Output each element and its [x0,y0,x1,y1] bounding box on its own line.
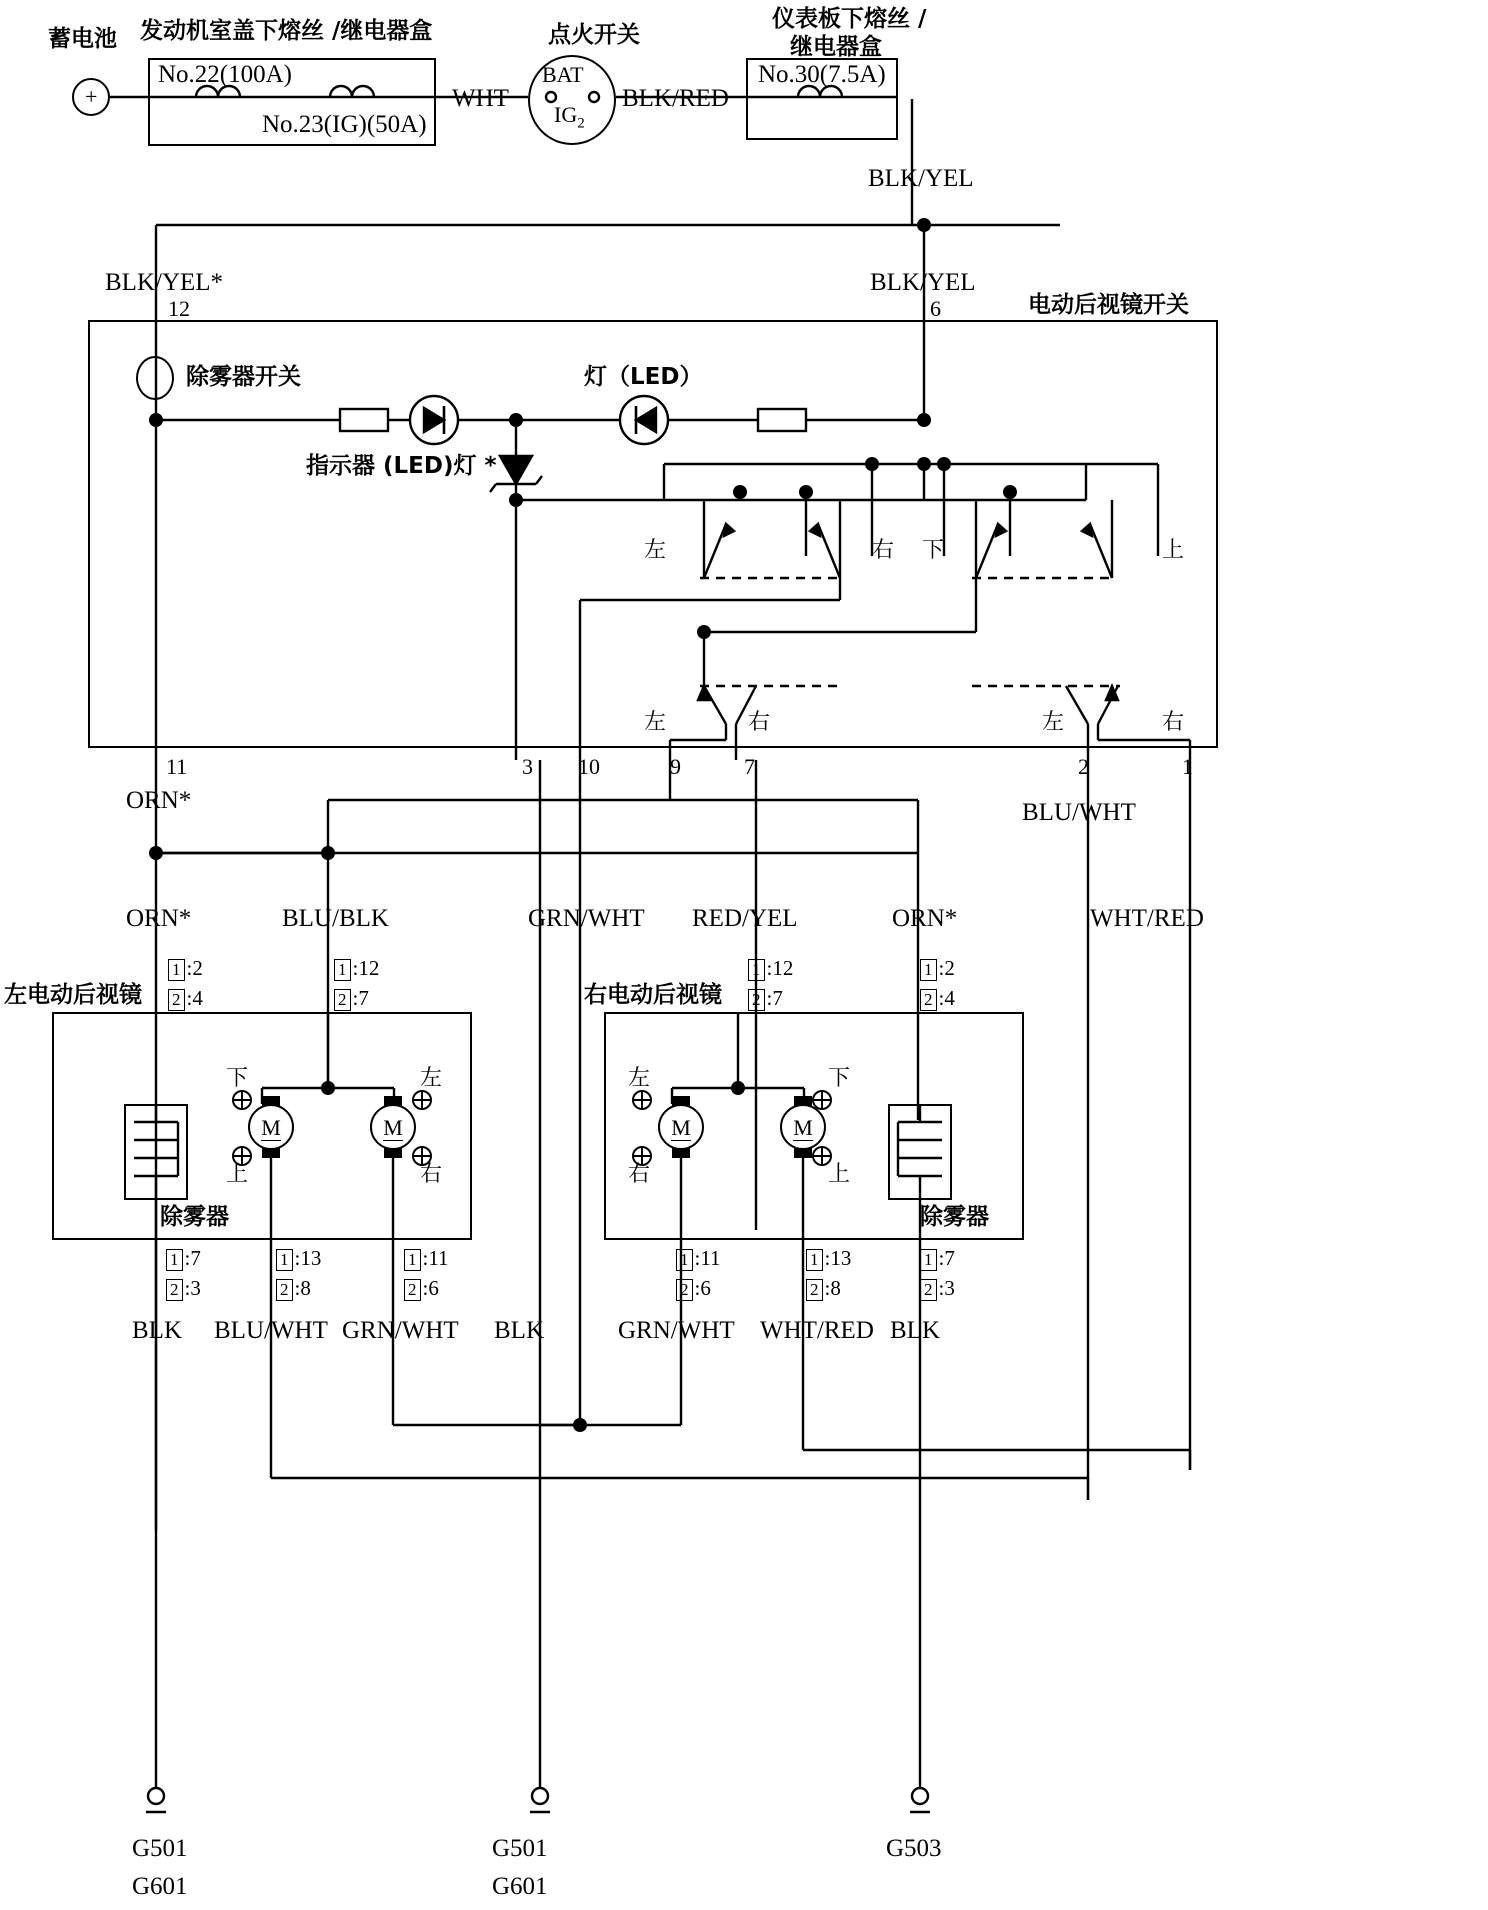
connector-num-l2b: 2 :7 [334,986,369,1011]
bottom-wire-label-1: BLK [132,1317,182,1344]
bat-label: BAT [542,62,584,87]
connector-num-bl1: 1 :7 [166,1246,201,1271]
wire-label-blu-wht-mid: BLU/WHT [1022,799,1136,826]
ground-label-1b: G601 [132,1873,188,1900]
wire-label-blk-yel-right: BLK/YEL [870,269,976,296]
pin-1: 1 [1182,754,1193,779]
left-defogger-label: 除雾器 [160,1204,229,1230]
sw-label-left-1: 左 [644,538,667,563]
ig2-label: $IG_2$ [554,102,585,132]
underdash-box-label-1: 仪表板下熔丝 / [772,6,927,32]
ground-label-3a: G503 [886,1835,942,1862]
ground-label-1a: G501 [132,1835,188,1862]
pin-12: 12 [168,296,190,321]
sw-label-left-3: 左 [1042,710,1065,735]
connector-num-bl2b: 2 :8 [276,1276,311,1301]
underdash-box-label-2: 继电器盒 [790,34,882,60]
connector-num-bl3: 1 :11 [404,1246,449,1271]
wire-label-red-yel: RED/YEL [692,905,798,932]
connector-num-r2: 1 :2 [920,956,955,981]
connector-num-br3: 1 :7 [920,1246,955,1271]
left-mirror-motor-2: M [370,1104,416,1150]
battery-label: 蓄电池 [48,26,117,52]
connector-num-br1b: 2 :6 [676,1276,711,1301]
underhood-box-label: 发动机室盖下熔丝 /继电器盒 [140,18,433,44]
power-mirror-switch-label: 电动后视镜开关 [1028,292,1189,318]
wire-label-blk-red: BLK/RED [622,85,729,112]
defogger-switch-label: 除雾器开关 [186,364,301,390]
connector-num-bl2: 1 :13 [276,1246,321,1271]
ground-label-2b: G601 [492,1873,548,1900]
connector-num-br1: 1 :11 [676,1246,721,1271]
right-mirror-motor-2: M [780,1104,826,1150]
pin-10: 10 [578,754,600,779]
pin-7: 7 [744,754,755,779]
connector-num-r2b: 2 :4 [920,986,955,1011]
right-motor1-right: 右 [628,1162,651,1187]
connector-num-bl3b: 2 :6 [404,1276,439,1301]
bottom-wire-label-4: BLK [494,1317,544,1344]
ground-label-2a: G501 [492,1835,548,1862]
pin-3: 3 [522,754,533,779]
sw-label-down-1: 下 [922,538,945,563]
left-motor1-down: 下 [226,1066,249,1091]
connector-num-br2: 1 :13 [806,1246,851,1271]
wire-label-orn-3: ORN* [892,905,958,932]
pin-6: 6 [930,296,941,321]
left-motor1-up: 上 [226,1162,249,1187]
left-motor2-left: 左 [420,1066,443,1091]
connector-num-r1: 1 :12 [748,956,793,981]
fuse30-label: No.30(7.5A) [758,61,886,88]
bottom-wire-label-7: BLK [890,1317,940,1344]
wire-label-grn-wht-mid: GRN/WHT [528,905,645,932]
fuse23-label: No.23(IG)(50A) [262,111,427,138]
pin-11: 11 [166,754,188,779]
left-motor2-right: 右 [420,1162,443,1187]
pin-2: 2 [1078,754,1089,779]
connector-num-l1b: 2 :4 [168,986,203,1011]
connector-num-l1: 1 :2 [168,956,203,981]
wire-label-wht-red-mid: WHT/RED [1090,905,1204,932]
pin-9: 9 [670,754,681,779]
sw-label-right-3: 右 [1162,710,1185,735]
right-mirror-motor-1: M [658,1104,704,1150]
right-motor2-up: 上 [828,1162,851,1187]
bottom-wire-label-5: GRN/WHT [618,1317,735,1344]
bottom-wire-label-3: GRN/WHT [342,1317,459,1344]
right-mirror-label: 右电动后视镜 [584,982,722,1008]
right-defogger-label: 除雾器 [920,1204,989,1230]
bottom-wire-label-2: BLU/WHT [214,1317,328,1344]
wire-label-orn-1: ORN* [126,787,192,814]
battery-plus-label: + [85,84,98,109]
right-motor2-down: 下 [828,1066,851,1091]
connector-num-br2b: 2 :8 [806,1276,841,1301]
connector-num-bl1b: 2 :3 [166,1276,201,1301]
wire-label-orn-2: ORN* [126,905,192,932]
wire-label-blk-yel-top: BLK/YEL [868,165,974,192]
right-motor1-left: 左 [628,1066,651,1091]
wire-label-wht: WHT [452,85,509,112]
ignition-switch-label: 点火开关 [548,22,640,48]
wire-label-blu-blk: BLU/BLK [282,905,389,932]
connector-num-br3b: 2 :3 [920,1276,955,1301]
sw-label-right-2: 右 [748,710,771,735]
bottom-wire-label-6: WHT/RED [760,1317,874,1344]
sw-label-right-1: 右 [872,538,895,563]
led-lamp-label: 灯（LED） [584,364,703,390]
left-mirror-label: 左电动后视镜 [4,982,142,1008]
left-mirror-motor-1: M [248,1104,294,1150]
sw-label-left-2: 左 [644,710,667,735]
connector-num-l2: 1 :12 [334,956,379,981]
connector-num-r1b: 2 :7 [748,986,783,1011]
sw-label-up-1: 上 [1162,538,1185,563]
indicator-led-label: 指示器 (LED)灯 * [306,453,497,479]
fuse22-label: No.22(100A) [158,61,293,88]
wire-label-blk-yel-star: BLK/YEL* [105,269,224,296]
